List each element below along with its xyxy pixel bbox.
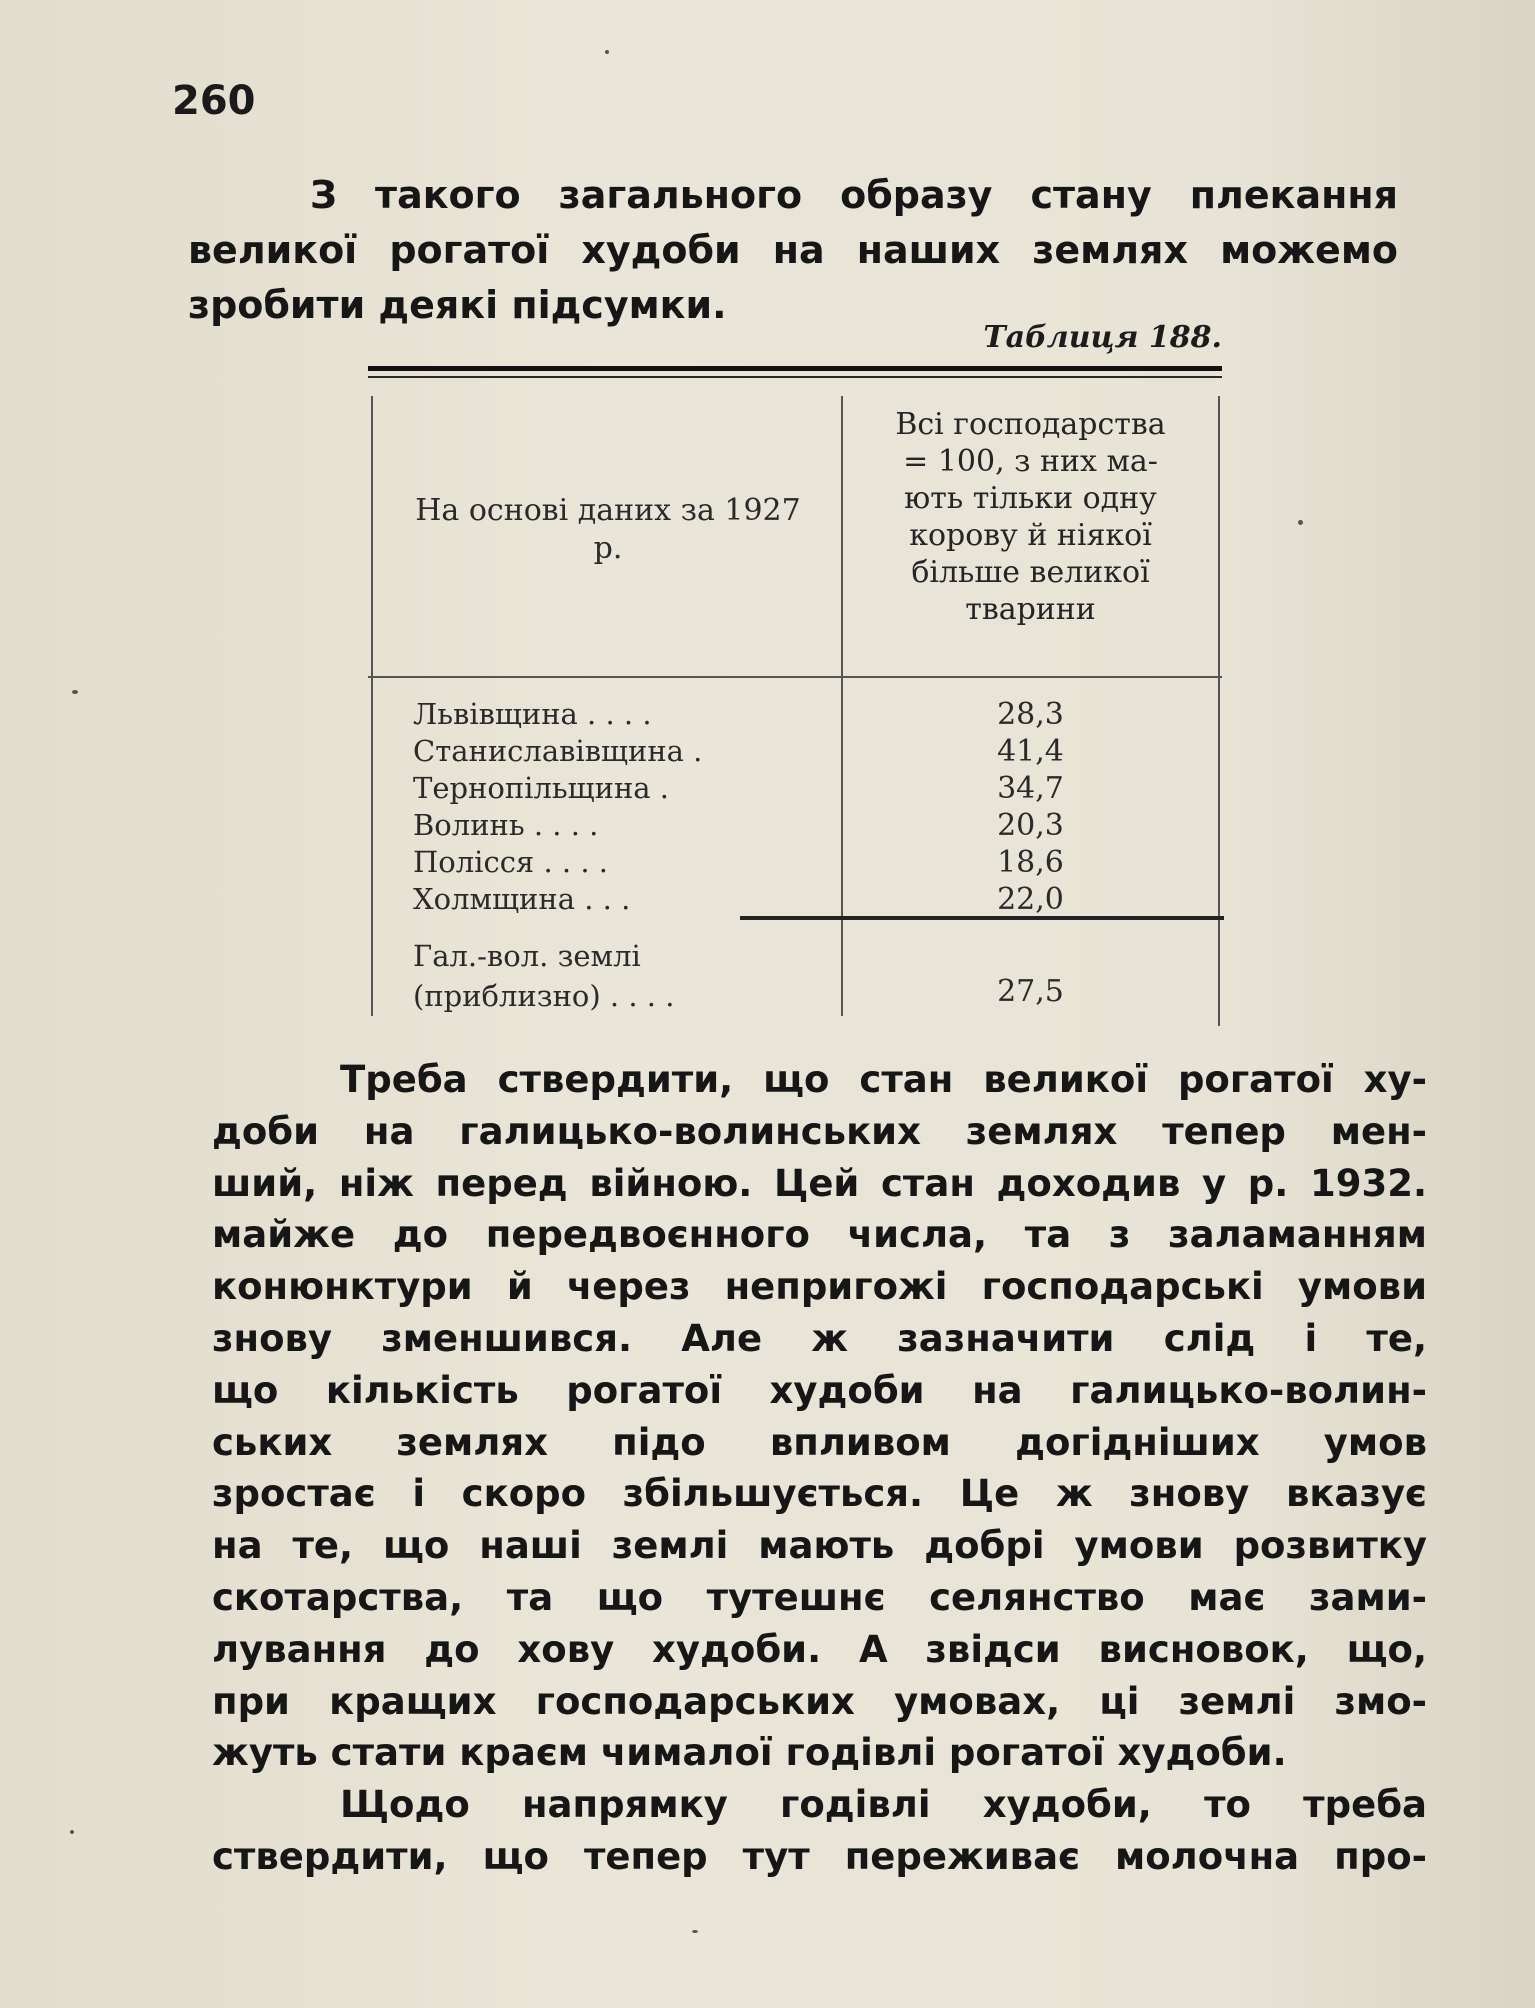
- header-right-line: тварини: [965, 592, 1096, 627]
- text-line: на те, що наші землі мають добрі умови розвитку: [212, 1524, 1427, 1568]
- text-line: зробити деякі підсумки.: [188, 283, 727, 327]
- header-right-line: = 100, з них ма-: [903, 444, 1158, 479]
- text-line: великої рогатої худоби на наших землях можемо: [188, 228, 1398, 272]
- header-right-line: ють тільки одну: [904, 481, 1157, 516]
- table-total-label: Гал.-вол. землі (приблизно) . . . .: [413, 939, 675, 1013]
- text-line: при кращих господарських умовах, ці землі змо-: [212, 1679, 1427, 1723]
- text-line: майже до передвоєнного числа, та з заламанням: [212, 1213, 1427, 1257]
- table-header-divider: [368, 676, 1222, 678]
- text-line: доби на галицько-волинських землях тепер мен-: [212, 1109, 1427, 1153]
- text-line: З такого загального образу стану плекання: [310, 173, 1398, 217]
- table-row-value: 34,7: [997, 771, 1064, 806]
- text-line: скотарства, та що тутешнє селянство має зами-: [212, 1575, 1427, 1619]
- table-row-value: 18,6: [997, 845, 1064, 880]
- table-header-left: На основі даних за 1927 р.: [415, 493, 801, 566]
- table-right-border: [1218, 396, 1220, 1026]
- header-right-line: Всі господарства: [895, 407, 1166, 442]
- table-row-label: Холмщина . . .: [413, 882, 631, 916]
- table-row-value: 22,0: [997, 882, 1064, 917]
- paper-speck: [1298, 520, 1303, 525]
- text-line: Щодо напрямку годівлі худоби, то треба: [340, 1783, 1427, 1827]
- table-row-label: Станиславівщина .: [413, 734, 703, 768]
- paper-speck: [70, 1830, 74, 1834]
- text-line: ший, ніж перед війною. Цей стан доходив у р. 1932.: [212, 1161, 1427, 1205]
- statistics-table: [368, 366, 1222, 1020]
- text-line: знову зменшився. Але ж зазначити слід і те,: [212, 1316, 1427, 1360]
- table-row-label: Тернопільщина .: [413, 771, 670, 805]
- paper-speck: [692, 1930, 698, 1933]
- table-header-right: [848, 406, 1213, 628]
- table-total-value: 27,5: [997, 974, 1064, 1009]
- text-line: жуть стати краєм чималої годівлі рогатої худоби.: [212, 1731, 1287, 1775]
- text-line: Треба ствердити, що стан великої рогатої ху-: [340, 1058, 1427, 1101]
- text-line: лування до хову худоби. А звідси висновок, що,: [212, 1627, 1427, 1671]
- table-left-border: [371, 396, 373, 1016]
- table-row-label: Львівщина . . . .: [413, 697, 652, 731]
- table-row-value: 41,4: [997, 734, 1064, 769]
- page-number: 260: [172, 78, 256, 124]
- table-column-divider: [841, 396, 843, 1016]
- paper-speck: [72, 690, 78, 694]
- text-line: ських землях підо впливом догідніших умов: [212, 1420, 1427, 1464]
- text-line: конюнктури й через непригожі господарські умови: [212, 1265, 1427, 1309]
- text-line: ствердити, що тепер тут переживає молочна про-: [212, 1834, 1427, 1878]
- table-top-rule-thin: [368, 376, 1222, 378]
- table-top-rule: [368, 366, 1222, 371]
- table-row-label: Волинь . . . .: [413, 808, 599, 842]
- intro-paragraph: [188, 168, 1398, 333]
- table-caption: Таблиця 188.: [983, 320, 1222, 355]
- text-line: зростає і скоро збільшується. Це ж знову вказує: [212, 1472, 1427, 1516]
- table-row-value: 20,3: [997, 808, 1064, 843]
- table-row-label: Полісся . . . .: [413, 845, 608, 879]
- text-line: що кількість рогатої худоби на галицько-волин-: [212, 1368, 1427, 1412]
- main-paragraph: [212, 1054, 1427, 1883]
- paper-speck: [605, 50, 609, 54]
- header-right-line: корову й ніякої: [909, 518, 1152, 553]
- header-right-line: більше великої: [911, 555, 1150, 590]
- table-row-value: 28,3: [997, 697, 1064, 732]
